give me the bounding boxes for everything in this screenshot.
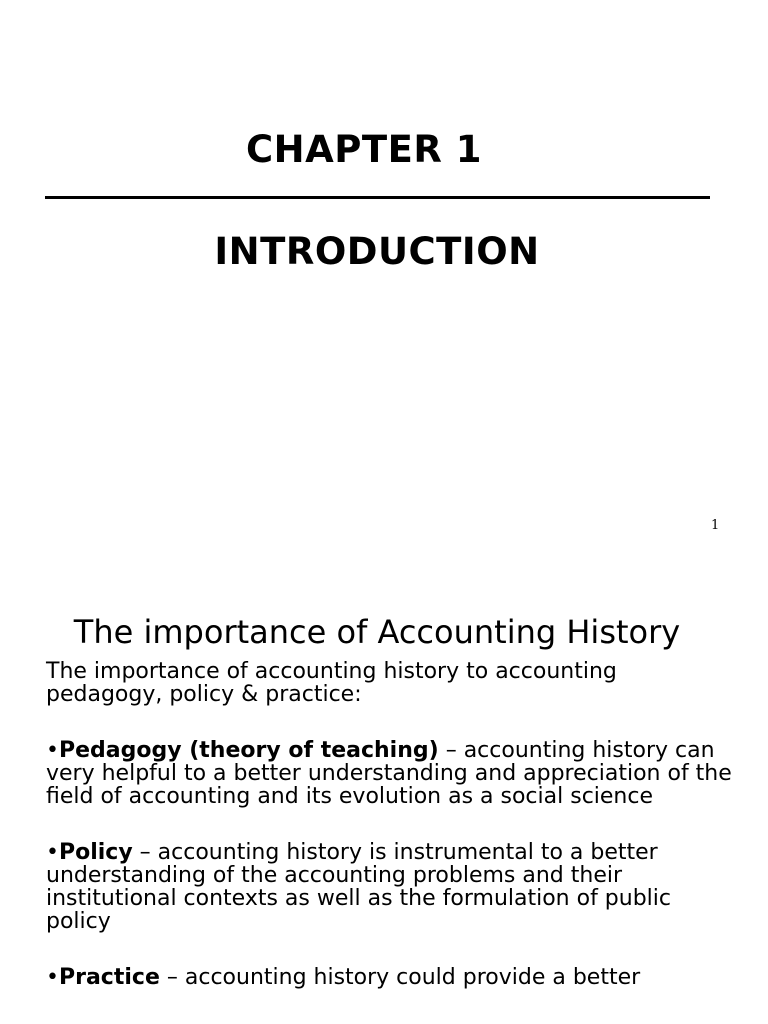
slide-title: The importance of Accounting History [73, 613, 681, 651]
bullet-marker: • [46, 840, 59, 865]
bullet-pedagogy [46, 739, 736, 808]
title-divider [45, 196, 710, 199]
slide-body [46, 660, 736, 1022]
bullet-term: Practice [58, 965, 160, 990]
bullet-marker: • [46, 738, 59, 763]
bullet-term: Policy [58, 840, 133, 865]
bullet-policy [46, 841, 736, 933]
chapter-heading: CHAPTER 1 [245, 128, 482, 171]
bullet-practice [46, 966, 736, 989]
slide-2 [0, 560, 768, 1024]
intro-paragraph: The importance of accounting history to accounting pedagogy, policy & practice: [46, 659, 617, 707]
bullet-text: – accounting history could provide a better [159, 965, 641, 990]
bullet-term: Pedagogy (theory of teaching) [58, 738, 439, 763]
page-number: 1 [711, 518, 720, 533]
bullet-marker: • [46, 965, 59, 990]
chapter-title: INTRODUCTION [214, 230, 540, 273]
bullet-text: – accounting history is instrumental to a better understanding of the accounting problems and their institutional contexts as well as the formulation of public policy [46, 840, 672, 934]
bullet-text: – accounting history can very helpful to a better understanding and appreciation of the field of accounting and its evolution as a social science [46, 738, 732, 809]
